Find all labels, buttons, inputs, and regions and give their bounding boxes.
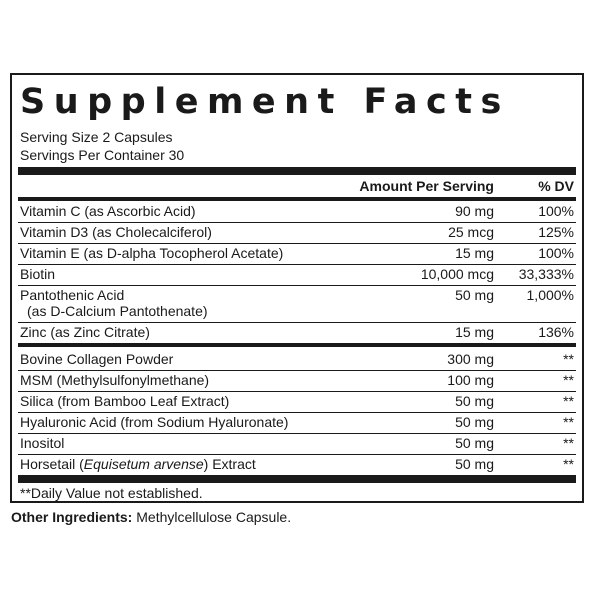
panel-title: Supplement Facts — [20, 82, 510, 122]
nutrient-amount: 15 mg — [455, 245, 494, 261]
other-ingredients — [11, 509, 291, 525]
ingredient-amount: 50 mg — [455, 435, 494, 451]
row-rule — [18, 433, 576, 434]
nutrient-dv: 33,333% — [518, 266, 574, 282]
row-rule — [18, 243, 576, 244]
serving-size: Serving Size 2 Capsules — [20, 129, 173, 145]
ingredient-amount: 50 mg — [455, 414, 494, 430]
row-rule — [18, 264, 576, 265]
servings-per-container: Servings Per Container 30 — [20, 147, 185, 163]
ingredient-dv: ** — [563, 456, 574, 472]
nutrient-name: Biotin — [20, 266, 56, 282]
supplement-facts-panel — [10, 73, 584, 503]
ingredient-name — [20, 456, 256, 472]
other-ingredients-label: Other Ingredients: — [11, 509, 133, 525]
amount-per-serving-header: Amount Per Serving — [359, 178, 494, 194]
nutrient-name-sub: (as D-Calcium Pantothenate) — [27, 303, 208, 319]
footnote: **Daily Value not established. — [20, 485, 203, 501]
ingredient-amount: 300 mg — [447, 351, 494, 367]
row-rule — [18, 222, 576, 223]
other-ingredients-value: Methylcellulose Capsule. — [132, 509, 292, 525]
thick-divider-bottom — [18, 475, 576, 483]
ingredient-dv: ** — [563, 393, 574, 409]
nutrient-amount: 15 mg — [455, 324, 494, 340]
ingredient-name-suffix: ) Extract — [203, 456, 256, 472]
row-rule — [18, 322, 576, 323]
nutrient-dv: 100% — [538, 245, 574, 261]
nutrient-name-main: Pantothenic Acid — [20, 287, 125, 303]
ingredient-dv: ** — [563, 351, 574, 367]
nutrient-amount: 50 mg — [455, 287, 494, 303]
ingredient-dv: ** — [563, 435, 574, 451]
row-rule — [18, 370, 576, 371]
nutrient-dv: 136% — [538, 324, 574, 340]
row-rule — [18, 285, 576, 286]
nutrient-name: Zinc (as Zinc Citrate) — [20, 324, 150, 340]
section-divider — [18, 343, 576, 347]
row-rule — [18, 412, 576, 413]
nutrient-name — [20, 287, 208, 319]
nutrient-name: Vitamin E (as D-alpha Tocopherol Acetate) — [20, 245, 284, 261]
nutrient-dv: 100% — [538, 203, 574, 219]
thick-divider-top — [18, 167, 576, 175]
nutrient-name: Vitamin D3 (as Cholecalciferol) — [20, 224, 212, 240]
ingredient-name-latin: Equisetum arvense — [83, 456, 204, 472]
dv-header: % DV — [538, 178, 574, 194]
ingredient-name: MSM (Methylsulfonylmethane) — [20, 372, 210, 388]
ingredient-name: Bovine Collagen Powder — [20, 351, 174, 367]
ingredient-amount: 100 mg — [447, 372, 494, 388]
ingredient-name: Inositol — [20, 435, 65, 451]
ingredient-name: Silica (from Bamboo Leaf Extract) — [20, 393, 230, 409]
nutrient-amount: 90 mg — [455, 203, 494, 219]
ingredient-amount: 50 mg — [455, 456, 494, 472]
ingredient-name-prefix: Horsetail ( — [20, 456, 84, 472]
nutrient-name: Vitamin C (as Ascorbic Acid) — [20, 203, 196, 219]
nutrient-amount: 25 mcg — [448, 224, 494, 240]
ingredient-dv: ** — [563, 372, 574, 388]
ingredient-dv: ** — [563, 414, 574, 430]
ingredient-amount: 50 mg — [455, 393, 494, 409]
nutrient-dv: 1,000% — [526, 287, 574, 303]
ingredient-name: Hyaluronic Acid (from Sodium Hyaluronate) — [20, 414, 289, 430]
nutrient-dv: 125% — [538, 224, 574, 240]
row-rule — [18, 391, 576, 392]
medium-divider — [18, 197, 576, 201]
row-rule — [18, 454, 576, 455]
nutrient-amount: 10,000 mcg — [420, 266, 494, 282]
